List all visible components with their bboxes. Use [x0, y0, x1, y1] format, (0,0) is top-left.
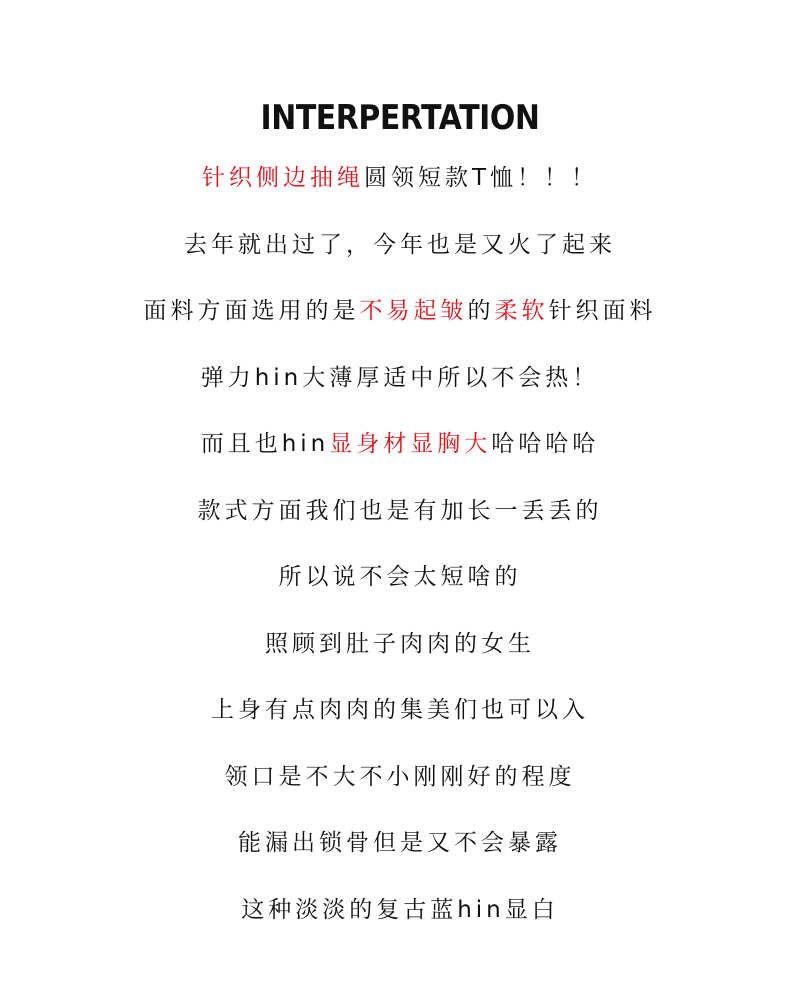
text-line-1 [0, 158, 800, 225]
line-text: 而且也hin [200, 431, 330, 457]
text-line-9 [0, 690, 800, 757]
line-text: 能漏出锁骨但是又不会暴露 [238, 830, 562, 856]
highlight-text: 显身材显胸大 [329, 431, 492, 457]
description-text [0, 158, 800, 956]
text-line-5 [0, 424, 800, 491]
line-text: 所以说不会太短啥的 [278, 564, 522, 590]
text-line-6 [0, 491, 800, 558]
line-text: 弹力hin大薄厚适中所以不会热！ [200, 364, 600, 391]
line-text: 哈哈哈哈 [491, 431, 600, 457]
line-text: 的 [467, 298, 495, 324]
text-line-3 [0, 291, 800, 358]
line-text: 款式方面我们也是有加长一丢丢的 [197, 497, 603, 524]
highlight-text: 针织侧边抽绳 [201, 165, 364, 191]
highlight-text: 不易起皱 [359, 298, 468, 324]
line-text: 上身有点肉肉的集美们也可以入 [211, 697, 589, 723]
text-line-2 [0, 225, 800, 292]
line-text: 去年就出过了，今年也是又火了起来 [184, 231, 616, 258]
text-line-12 [0, 890, 800, 957]
line-text: 针织面料 [548, 298, 657, 324]
text-line-11 [0, 823, 800, 890]
text-line-4 [0, 358, 800, 425]
text-line-10 [0, 757, 800, 824]
line-text: 照顾到肚子肉肉的女生 [265, 630, 535, 657]
line-text: 领口是不大不小刚刚好的程度 [224, 763, 576, 790]
highlight-text: 柔软 [494, 298, 549, 324]
text-line-7 [0, 557, 800, 624]
line-text: 面料方面选用的是 [143, 298, 360, 324]
text-line-8 [0, 624, 800, 691]
line-text: 圆领短款T恤！！！ [363, 165, 599, 191]
page-title: INTERPERTATION [260, 98, 540, 138]
line-text: 这种淡淡的复古蓝hin显白 [241, 896, 559, 923]
